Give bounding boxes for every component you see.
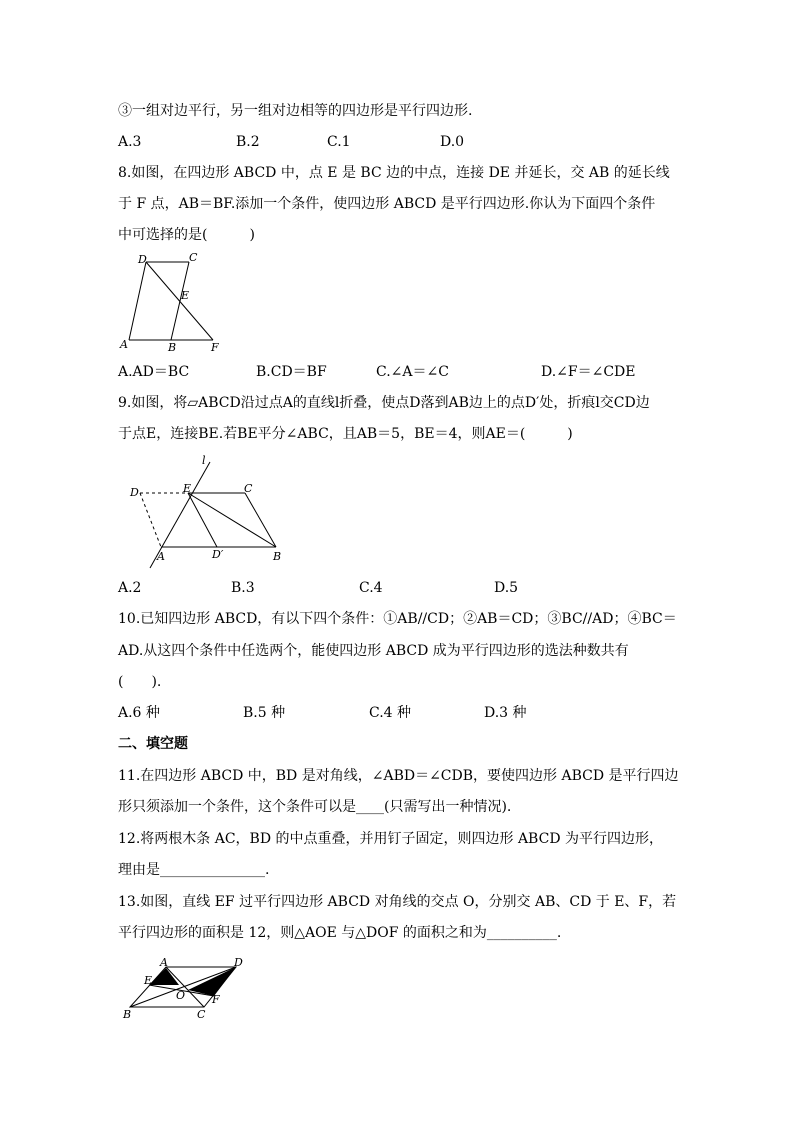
q13-shaded-triangle-dof (188, 967, 236, 996)
q8-label-d: D (138, 253, 147, 266)
q13-label-b: B (123, 1008, 132, 1021)
q9-segment-eb (188, 493, 276, 547)
q13-label-f: F (212, 993, 220, 1006)
q9-label-l: l (202, 454, 206, 467)
q7-statement-3: ③一组对边平行，另一组对边相等的四边形是平行四边形. (118, 103, 473, 119)
q8-segment-df (146, 262, 213, 340)
q8-text-line2: 于 F 点，AB＝BF.添加一个条件，使四边形 ABCD 是平行四边形.你认为下面四个条件 (118, 196, 656, 212)
q9-text-line2: 于点E，连接BE.若BE平分∠ABC，且AB＝5，BE＝4，则AE＝( ) (118, 426, 573, 442)
q13-label-c: C (197, 1008, 206, 1021)
q8-option-c: C.∠A＝∠C (376, 364, 449, 380)
q13-figure (118, 955, 258, 1025)
q8-text-line3: 中可选择的是( ) (118, 227, 255, 243)
q9-option-b: B.3 (231, 580, 255, 596)
q8-option-b: B.CD＝BF (256, 364, 327, 380)
q10-text-line2: AD.从这四个条件中任选两个，能使四边形 ABCD 成为平行四边形的选法种数共有 (118, 643, 629, 659)
q13-label-e: E (144, 974, 153, 987)
q13-label-a: A (160, 956, 168, 969)
q9-option-c: C.4 (359, 580, 383, 596)
q8-figure (110, 250, 240, 355)
q9-option-d: D.5 (494, 580, 519, 596)
q9-figure (120, 450, 290, 575)
q11-text-line1: 11.在四边形 ABCD 中，BD 是对角线，∠ABD＝∠CDB，要使四边形 ABCD 是平行四边 (118, 768, 679, 784)
q13-text-line2: 平行四边形的面积是 12，则△AOE 与△DOF 的面积之和为__________. (118, 925, 562, 941)
q7-option-a: A.3 (118, 134, 142, 150)
q9-label-d-prime: D′ (212, 548, 224, 561)
q11-text-line2: 形只须添加一个条件，这个条件可以是____(只需写出一种情况). (118, 799, 512, 815)
q13-text-line1: 13.如图，直线 EF 过平行四边形 ABCD 对角线的交点 O，分别交 AB、CD 于 E、F，若 (118, 894, 677, 910)
q9-label-a: A (157, 550, 165, 563)
q10-option-c: C.4 种 (369, 705, 412, 721)
q10-option-b: B.5 种 (243, 705, 286, 721)
q13-label-d: D (234, 956, 243, 969)
q10-option-a: A.6 种 (118, 705, 160, 721)
q8-option-a: A.AD＝BC (118, 364, 190, 380)
q8-label-b: B (168, 341, 177, 354)
q8-label-c: C (189, 251, 198, 264)
q10-text-line3: ( ). (118, 674, 162, 690)
q10-option-d: D.3 种 (484, 705, 527, 721)
q8-segment-da (129, 262, 146, 340)
q12-text-line2: 理由是_______________. (118, 862, 270, 878)
q13-label-o: O (176, 989, 186, 1002)
q9-label-e: E (183, 482, 192, 495)
section-title-fill-in: 二、填空题 (118, 736, 188, 752)
q7-option-d: D.0 (440, 134, 465, 150)
q9-segment-ed-prime (188, 493, 217, 547)
q9-dashed-da (140, 493, 161, 547)
q12-text-line1: 12.将两根木条 AC，BD 的中点重叠，并用钉子固定，则四边形 ABCD 为平行四边形， (118, 831, 663, 847)
q8-text-line1: 8.如图，在四边形 ABCD 中，点 E 是 BC 边的中点，连接 DE 并延长，交 AB 的延长线 (118, 165, 670, 181)
q7-option-c: C.1 (327, 134, 351, 150)
q7-option-b: B.2 (236, 134, 260, 150)
q8-label-e: E (181, 289, 190, 302)
q9-label-d: D (130, 486, 139, 499)
q9-text-line1: 9.如图，将▱ABCD沿过点A的直线l折叠，使点D落到AB边上的点D′处，折痕l交CD边 (118, 395, 650, 411)
q9-label-c: C (244, 482, 253, 495)
q9-segment-cb (245, 493, 276, 547)
q8-label-f: F (211, 341, 219, 354)
q8-label-a: A (120, 338, 128, 351)
q9-option-a: A.2 (118, 580, 142, 596)
q8-option-d: D.∠F＝∠CDE (541, 364, 636, 380)
q9-label-b: B (273, 550, 282, 563)
q10-text-line1: 10.已知四边形 ABCD，有以下四个条件：①AB//CD；②AB＝CD；③BC//AD；④BC＝ (118, 611, 677, 627)
